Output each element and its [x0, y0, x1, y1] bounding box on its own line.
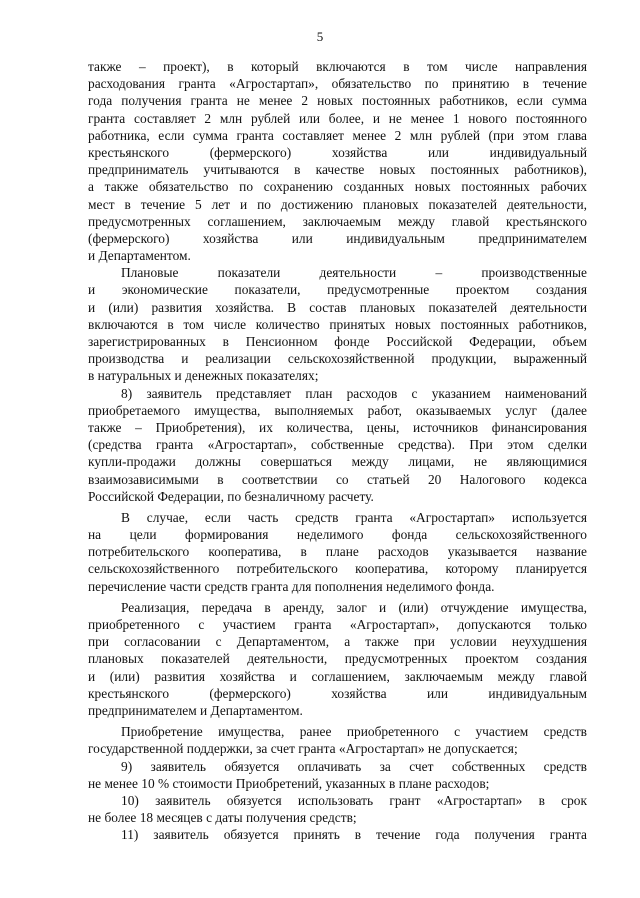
paragraph-item-9 — [88, 758, 587, 792]
text-line: не более 18 месяцев с даты получения средств; — [88, 810, 357, 826]
paragraph-item-10 — [88, 792, 587, 826]
text-line: гранта составляет 2 млн рублей или более, и не менее 1 нового постоянного — [88, 110, 587, 126]
text-line: в натуральных и денежных показателях; — [88, 368, 319, 384]
text-line: крестьянского (фермерского) хозяйства или индивидуальный — [88, 144, 587, 160]
paragraph-prior-support — [88, 723, 587, 757]
text-line: Реализация, передача в аренду, залог и (или) отчуждение имущества, — [121, 599, 587, 615]
text-line: и (или) развития хозяйства и соглашением, заключаемым между главой — [88, 668, 587, 684]
text-line: года получения гранта не менее 2 новых постоянных работников, если сумма — [88, 93, 587, 109]
text-line: Плановые показатели деятельности – производственные — [121, 265, 587, 281]
text-line: и экономические показатели, предусмотренные проектом создания — [88, 282, 587, 298]
paragraph-item-8 — [88, 385, 587, 505]
text-line: 11) заявитель обязуется принять в течение года получения гранта — [121, 827, 587, 843]
text-line: и (или) развития хозяйства. В состав плановых показателей деятельности — [88, 299, 587, 315]
text-line: сельскохозяйственного потребительского кооператива, которому планируется — [88, 561, 587, 577]
text-line: предприниматель учитываются в качестве новых постоянных работников), — [88, 162, 587, 178]
text-line: производства и реализации сельскохозяйственной продукции, выраженный — [88, 351, 587, 367]
text-line: плановых показателей деятельности, предусмотренных проектом создания — [88, 651, 587, 667]
text-line: крестьянского (фермерского) хозяйства или индивидуальным — [88, 685, 587, 701]
paragraph-property-disposal — [88, 599, 587, 719]
text-line: взаимозависимыми в соответствии со статьей 20 Налогового кодекса — [88, 471, 587, 487]
text-line: при согласовании с Департаментом, а также при условии неухудшения — [88, 634, 587, 650]
text-line: работника, если сумма гранта составляет менее 2 млн рублей (при этом глава — [88, 127, 587, 143]
paragraph-item-11 — [88, 826, 587, 843]
page-number: 5 — [316, 29, 324, 44]
text-line: перечисление части средств гранта для пополнения неделимого фонда. — [88, 578, 495, 594]
text-line: также – Приобретения), их количества, цены, источников финансирования — [88, 419, 587, 435]
text-line: приобретаемого имущества, выполняемых работ, оказываемых услуг (далее — [88, 402, 587, 418]
text-line: включаются в том числе количество принятых новых постоянных работников, — [88, 316, 587, 332]
text-line: государственной поддержки, за счет гранта «Агростартап» не допускается; — [88, 741, 518, 757]
text-line: потребительского кооператива, в плане расходов указывается название — [88, 544, 587, 560]
text-line: на цели формирования неделимого фонда сельскохозяйственного — [88, 527, 587, 543]
text-line: предпринимателем и Департаментом. — [88, 702, 303, 718]
text-line: Российской Федерации, по безналичному расчету. — [88, 488, 374, 504]
document-body — [88, 58, 587, 843]
text-line: предусмотренных соглашением, заключаемым между главой крестьянского — [88, 213, 587, 229]
text-line: не менее 10 % стоимости Приобретений, указанных в плане расходов; — [88, 775, 490, 791]
text-line: расходования гранта «Агростартап», обязательство по принятию в течение — [88, 76, 587, 92]
text-line: также – проект), в который включаются в том числе направления — [88, 59, 587, 74]
text-line: Приобретение имущества, ранее приобретенного с участием средств — [121, 724, 587, 740]
text-line: (фермерского) хозяйства или индивидуальным предпринимателем — [88, 230, 587, 246]
text-line: и Департаментом. — [88, 248, 191, 264]
text-line: 9) заявитель обязуется оплачивать за счет собственных средств — [121, 758, 587, 774]
text-line: приобретенного с участием гранта «Агростартап», допускаются только — [88, 617, 587, 632]
text-line: В случае, если часть средств гранта «Агростартап» используется — [121, 509, 587, 525]
text-line: мест в течение 5 лет и по достижению плановых показателей деятельности, — [88, 196, 587, 212]
text-line: а также обязательство по сохранению созданных новых постоянных рабочих — [88, 179, 587, 195]
paragraph-project-obligations — [88, 58, 587, 264]
paragraph-planned-indicators — [88, 264, 587, 384]
text-line: (средства гранта «Агростартап», собственные средства). При этом сделки — [88, 437, 587, 453]
paragraph-cooperative-fund — [88, 509, 587, 595]
text-line: 8) заявитель представляет план расходов с указанием наименований — [121, 385, 587, 401]
text-line: купли-продажи должны совершаться между лицами, не являющимися — [88, 454, 587, 470]
text-line: 10) заявитель обязуется использовать грант «Агростартап» в срок — [121, 792, 587, 808]
text-line: зарегистрированных в Пенсионном фонде Российской Федерации, объем — [88, 334, 587, 349]
